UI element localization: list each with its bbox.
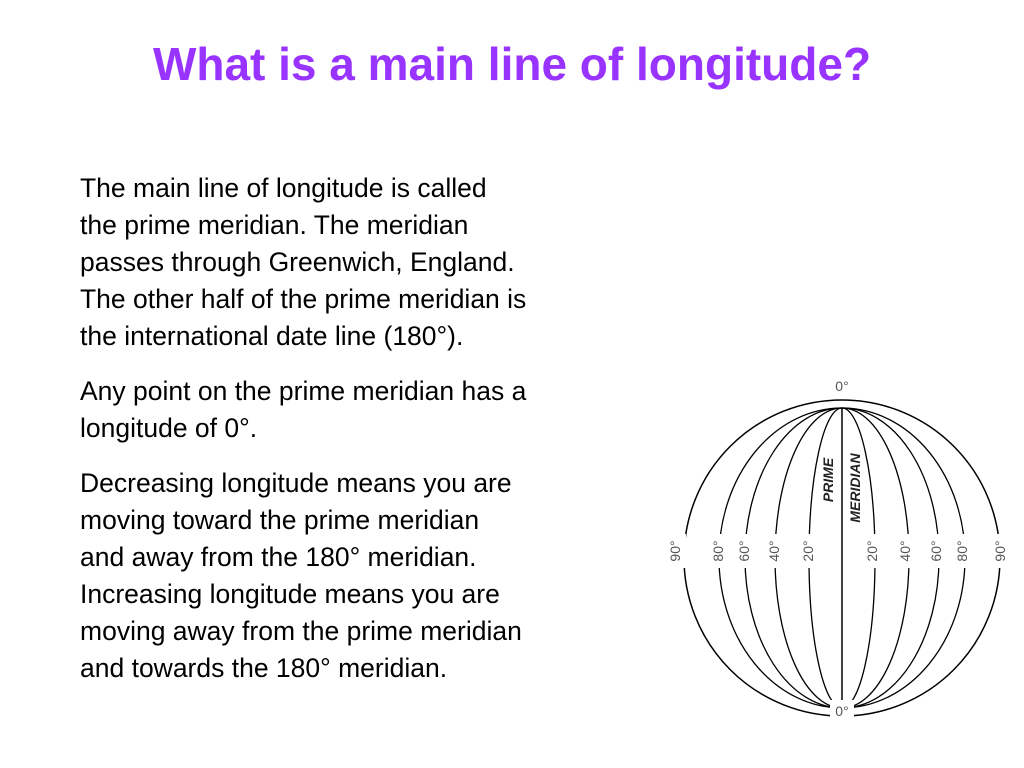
prime-label: PRIME <box>820 457 836 503</box>
meridian-label: MERIDIAN <box>847 453 863 523</box>
paragraph-increasing-decreasing: Decreasing longitude means you are moving toward the prime meridian and away from the 180° meridian. Increasing longitude means you are moving away from the prime meridian and towards the 180° meridian. <box>80 468 522 683</box>
globe-diagram <box>650 370 1020 730</box>
east-label-20: 20° <box>864 540 880 562</box>
west-label-60: 60° <box>736 540 752 562</box>
east-label-90: 90° <box>992 540 1008 562</box>
west-label-20: 20° <box>800 540 816 562</box>
slide-body <box>80 170 665 705</box>
slide-title: What is a main line of longitude? <box>152 38 872 90</box>
west-label-40: 40° <box>766 540 782 562</box>
top-zero-label: 0° <box>835 378 849 394</box>
west-label-90: 90° <box>667 540 683 562</box>
paragraph-prime-meridian: The main line of longitude is called the prime meridian. The meridian passes through Greenwich, England. The other half of the prime meridian is the international date line (180°). <box>80 173 527 351</box>
paragraph-zero-longitude: Any point on the prime meridian has a longitude of 0°. <box>80 376 527 443</box>
bottom-zero-label: 0° <box>835 703 849 719</box>
east-label-60: 60° <box>928 540 944 562</box>
east-label-40: 40° <box>897 540 913 562</box>
east-label-80: 80° <box>954 540 970 562</box>
west-label-80: 80° <box>710 540 726 562</box>
globe-svg <box>650 370 1020 725</box>
